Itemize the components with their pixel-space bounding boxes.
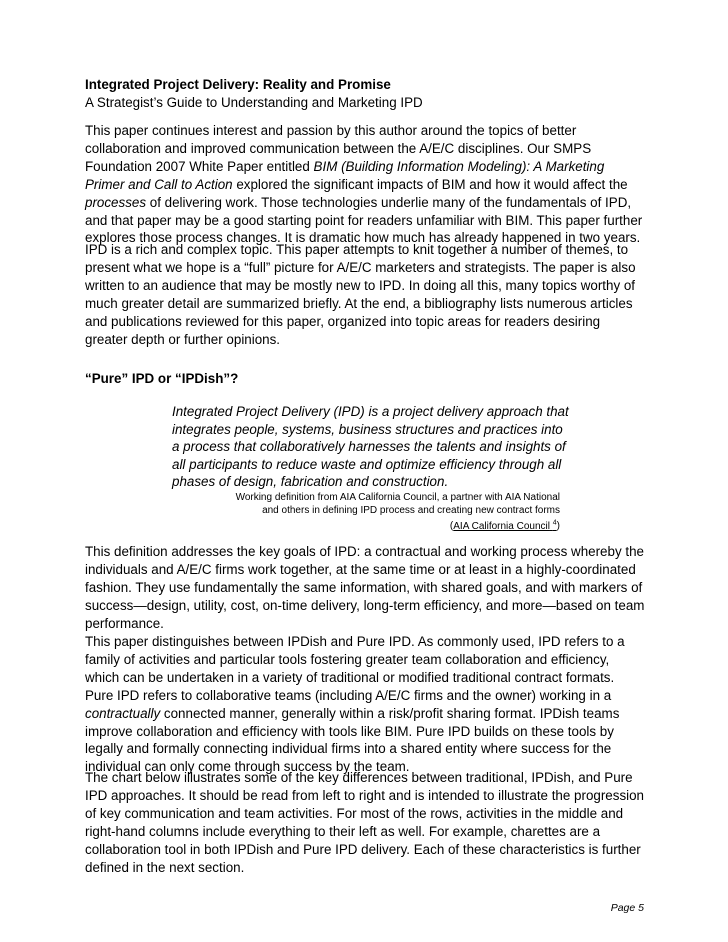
source-link-label: AIA California Council <box>453 520 550 532</box>
footnote-marker: 4 <box>552 519 557 527</box>
para1-text-a: This paper continues interest and passion by this author around the topics of better collaboration and improved communication between the A/E/C disciplines. Our SMPS Foundation 2007 White Paper entitled <box>85 123 592 174</box>
attribution-line-2: and others in defining IPD process and creating new contract forms <box>262 504 560 516</box>
page-number: Page 5 <box>610 902 644 914</box>
white-paper-title: BIM (Building Information Modeling): A Marketing Primer and Call to Action <box>85 158 605 192</box>
para4-text-a: This paper distinguishes between IPDish and Pure IPD. As commonly used, IPD refers to a family of activities and particular tools fostering greater team collaboration and efficiency, which can be undertaken in a variety of traditional or modified traditional contract formats. Pure IPD refers to collaborative teams (including A/E/C firms and the owner) working in a <box>85 634 625 703</box>
attribution-line-1: Working definition from AIA California Council, a partner with AIA National <box>235 492 560 503</box>
ipd-definition-quote: Integrated Project Delivery (IPD) is a project delivery approach that integrates people, systems, business structures and practices into a process that collaboratively harnesses the talents and insights of all participants to reduce waste and optimize efficiency through all phases of design, fabrication and construction. <box>172 404 569 490</box>
para4-text-c: connected manner, generally within a risk/profit sharing format. IPDish teams improve collaboration and efficiency with tools like BIM. Pure IPD builds on these tools by legally and formally connecting individual firms into a shared entity where success for the individual can only come through success by the team. <box>85 705 620 775</box>
para1-text-e: of delivering work. Those technologies underlie many of the fundamentals of IPD, and that paper may be a good starting point for readers unfamiliar with BIM. This paper further explores those process changes. It is dramatic how much has already happened in two years. <box>85 194 643 246</box>
para1-text-c: explored the significant impacts of BIM and how it would affect the <box>232 176 628 192</box>
title-block <box>85 76 645 112</box>
definition-paragraph: This definition addresses the key goals of IPD: a contractual and working process whereby the individuals and A/E/C firms work together, at the same time or at least in a highly-coordinated fashion. They use fundamentally the same information, with shared goals, and with markers of success—design, utility, cost, on-time delivery, long-term efficiency, and more—based on team performance. <box>85 544 645 631</box>
source-link[interactable] <box>453 521 556 532</box>
scope-paragraph: IPD is a rich and complex topic. This paper attempts to knit together a number of themes, to present what we hope is a “full” picture for A/E/C marketers and strategists. The paper is also written to an audience that may be mostly new to IPD. In doing all this, many topics worthy of much greater detail are summarized briefly. At the end, a bibliography lists numerous articles and publications reviewed for this paper, organized into topic areas for readers desiring greater depth or further opinions. <box>85 242 636 347</box>
chart-intro-paragraph: The chart below illustrates some of the key differences between traditional, IPDish, and Pure IPD approaches. It should be read from left to right and is intended to illustrate the progression of key communication and team activities. For most of the rows, activities in the middle and right-hand columns include everything to their left as well. For example, charettes are a collaboration tool in both IPDish and Pure IPD delivery. Each of these characteristics is further defined in the next section. <box>85 770 645 875</box>
quote-attribution <box>180 492 560 533</box>
document-subtitle: A Strategist’s Guide to Understanding and Marketing IPD <box>85 94 423 110</box>
contractually-emphasis: contractually <box>85 705 161 721</box>
intro-paragraph <box>85 122 645 247</box>
document-title: Integrated Project Delivery: Reality and Promise <box>85 77 391 92</box>
section-heading: “Pure” IPD or “IPDish”? <box>85 371 239 386</box>
source-open-paren: ( <box>449 520 454 532</box>
processes-emphasis: processes <box>85 194 147 210</box>
source-close-paren: ) <box>556 520 560 532</box>
distinction-paragraph <box>85 633 645 776</box>
attribution-source <box>180 517 560 533</box>
